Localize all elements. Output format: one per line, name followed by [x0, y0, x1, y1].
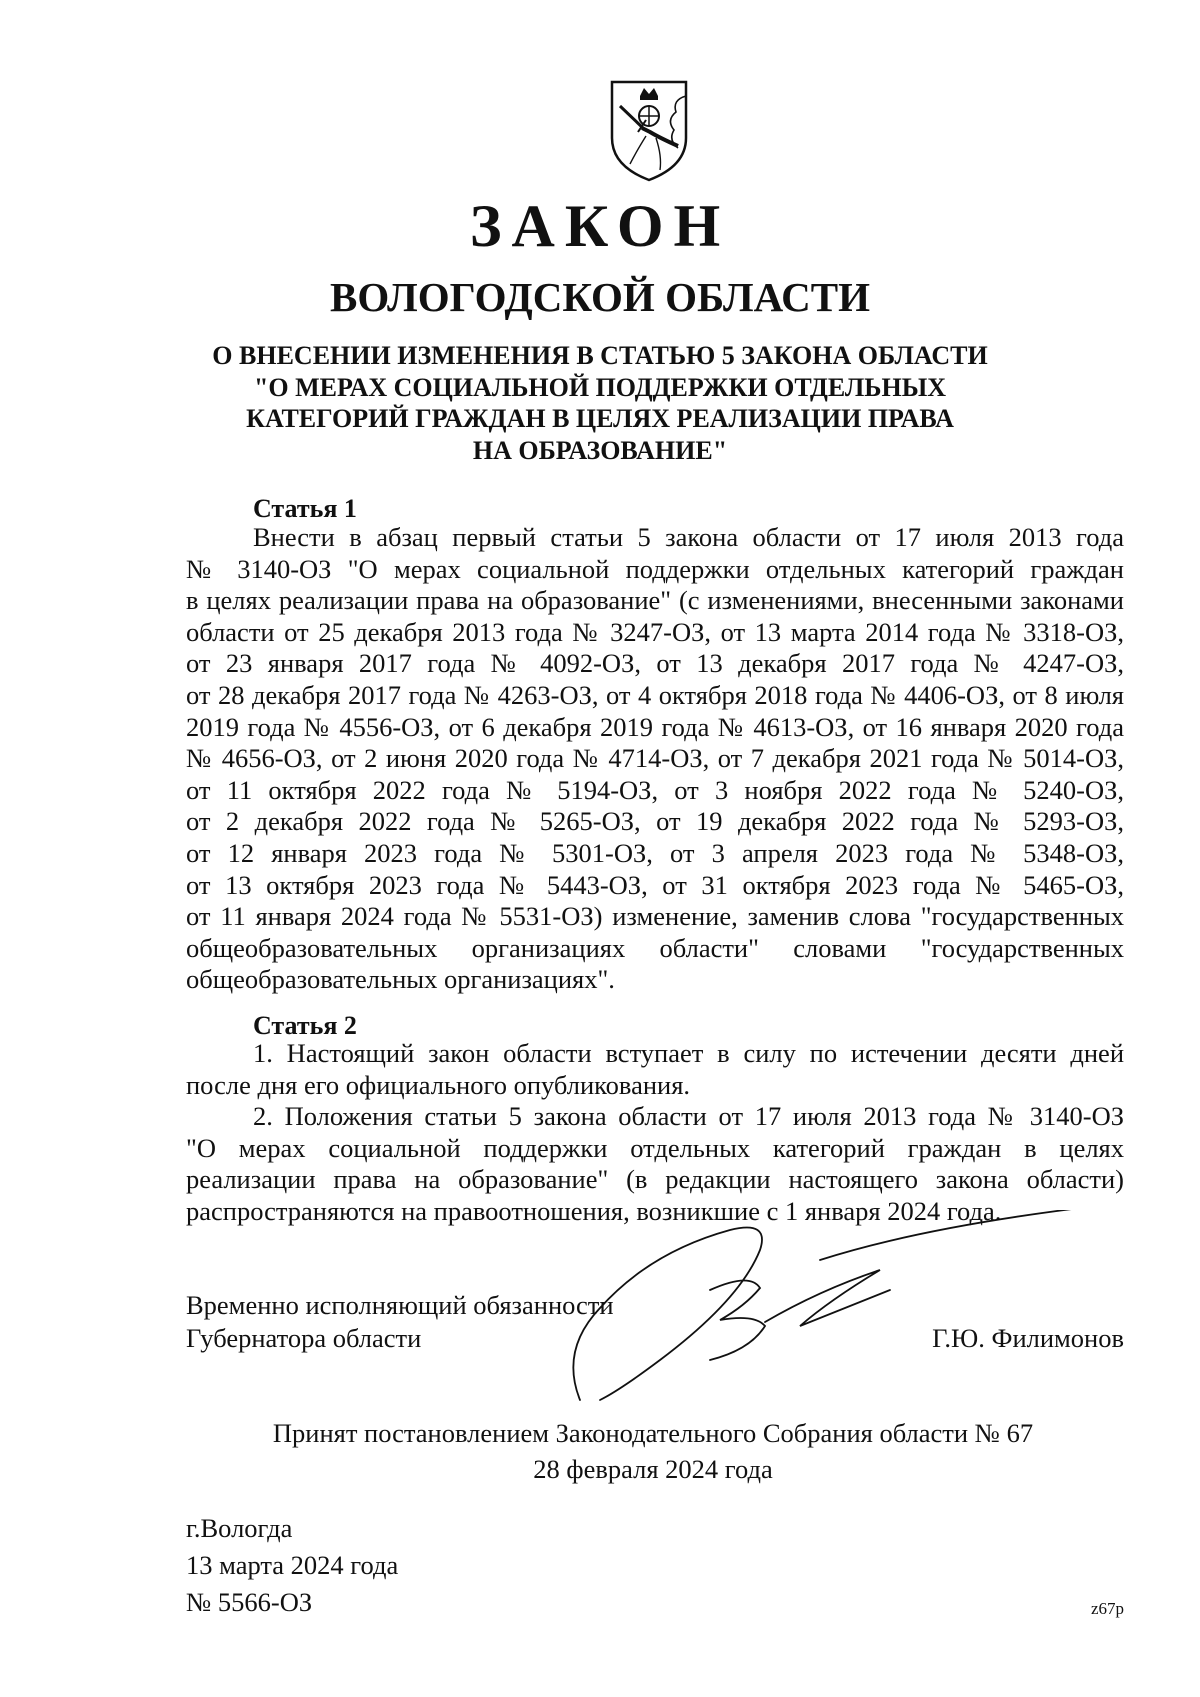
text-line: реализации права на образование" (в редакции настоящего закона области): [186, 1164, 1124, 1195]
text-line: Внести в абзац первый статьи 5 закона области от 17 июля 2013 года: [253, 522, 1124, 552]
article-2-heading: Статья 2: [253, 1011, 357, 1040]
text-line: распространяются на правоотношения, возникшие с 1 января 2024 года.: [186, 1195, 1002, 1226]
text-line: в целях реализации права на образование" (с изменениями, внесенными законами: [186, 585, 1124, 616]
text-line: от 23 января 2017 года № 4092-ОЗ, от 13 декабря 2017 года № 4247-ОЗ,: [186, 648, 1124, 679]
document-code: z67p: [1090, 1599, 1124, 1618]
text-line: 2019 года № 4556-ОЗ, от 6 декабря 2019 года № 4613-ОЗ, от 16 января 2020 года: [186, 711, 1124, 742]
region-name: ВОЛОГОДСКОЙ ОБЛАСТИ: [329, 274, 871, 320]
text-line: от 12 января 2023 года № 5301-ОЗ, от 3 апреля 2023 года № 5348-ОЗ,: [186, 837, 1124, 868]
text-line: от 28 декабря 2017 года № 4263-ОЗ, от 4 октября 2018 года № 4406-ОЗ, от 8 июля: [186, 679, 1124, 710]
article-1-heading: Статья 1: [253, 494, 357, 523]
title-line: О ВНЕСЕНИИ ИЗМЕНЕНИЯ В СТАТЬЮ 5 ЗАКОНА ОБЛАСТИ: [212, 341, 988, 370]
adoption-line: 28 февраля 2024 года: [533, 1454, 773, 1484]
text-line: от 2 декабря 2022 года № 5265-ОЗ, от 19 декабря 2022 года № 5293-ОЗ,: [186, 806, 1124, 837]
title-line: "О МЕРАХ СОЦИАЛЬНОЙ ПОДДЕРЖКИ ОТДЕЛЬНЫХ: [253, 372, 947, 402]
signer-name: Г.Ю. Филимонов: [932, 1323, 1124, 1353]
text-line: № 4656-ОЗ, от 2 июня 2020 года № 4714-ОЗ, от 7 декабря 2021 года № 5014-ОЗ,: [186, 743, 1124, 774]
text-line: области от 25 декабря 2013 года № 3247-ОЗ, от 13 марта 2014 года № 3318-ОЗ,: [186, 616, 1124, 647]
text-line: от 11 октября 2022 года № 5194-ОЗ, от 3 ноября 2022 года № 5240-ОЗ,: [186, 774, 1124, 805]
coat-of-arms-icon: [606, 76, 692, 184]
document-type: ЗАКОН: [469, 193, 731, 259]
adoption-note: [0, 1415, 1200, 1487]
article-2-text: [186, 1038, 1124, 1228]
text-line: общеобразовательных организациях".: [186, 964, 615, 995]
signer-position-line: Губернатора области: [186, 1323, 422, 1353]
text-line: после дня его официального опубликования.: [186, 1069, 691, 1100]
text-line: 1. Настоящий закон области вступает в силу по истечении десяти дней: [253, 1038, 1124, 1068]
signer-position: [186, 1289, 614, 1355]
text-line: от 13 октября 2023 года № 5443-ОЗ, от 31 октября 2023 года № 5465-ОЗ,: [186, 869, 1124, 900]
adoption-line: Принят постановлением Законодательного Собрания области № 67: [272, 1418, 1034, 1448]
title-line: НА ОБРАЗОВАНИЕ": [472, 435, 728, 465]
signing-date: 13 марта 2024 года: [186, 1550, 399, 1580]
law-number: № 5566-ОЗ: [186, 1587, 313, 1617]
place: г.Вологда: [186, 1513, 293, 1543]
law-title: [210, 340, 990, 466]
handwritten-signature: [560, 1210, 1100, 1420]
signer-position-line: Временно исполняющий обязанности: [186, 1290, 614, 1320]
text-line: № 3140-ОЗ "О мерах социальной поддержки отдельных категорий граждан: [186, 553, 1124, 584]
text-line: 2. Положения статьи 5 закона области от 17 июля 2013 года № 3140-ОЗ: [253, 1101, 1124, 1132]
text-line: общеобразовательных организациях области" словами "государственных: [186, 932, 1124, 963]
title-line: КАТЕГОРИЙ ГРАЖДАН В ЦЕЛЯХ РЕАЛИЗАЦИИ ПРАВА: [246, 404, 954, 433]
article-1-text: [186, 522, 1124, 996]
text-line: "О мерах социальной поддержки отдельных категорий граждан в целях: [186, 1132, 1124, 1163]
text-line: от 11 января 2024 года № 5531-ОЗ) изменение, заменив слова "государственных: [186, 901, 1124, 932]
place-and-date: [186, 1510, 398, 1621]
